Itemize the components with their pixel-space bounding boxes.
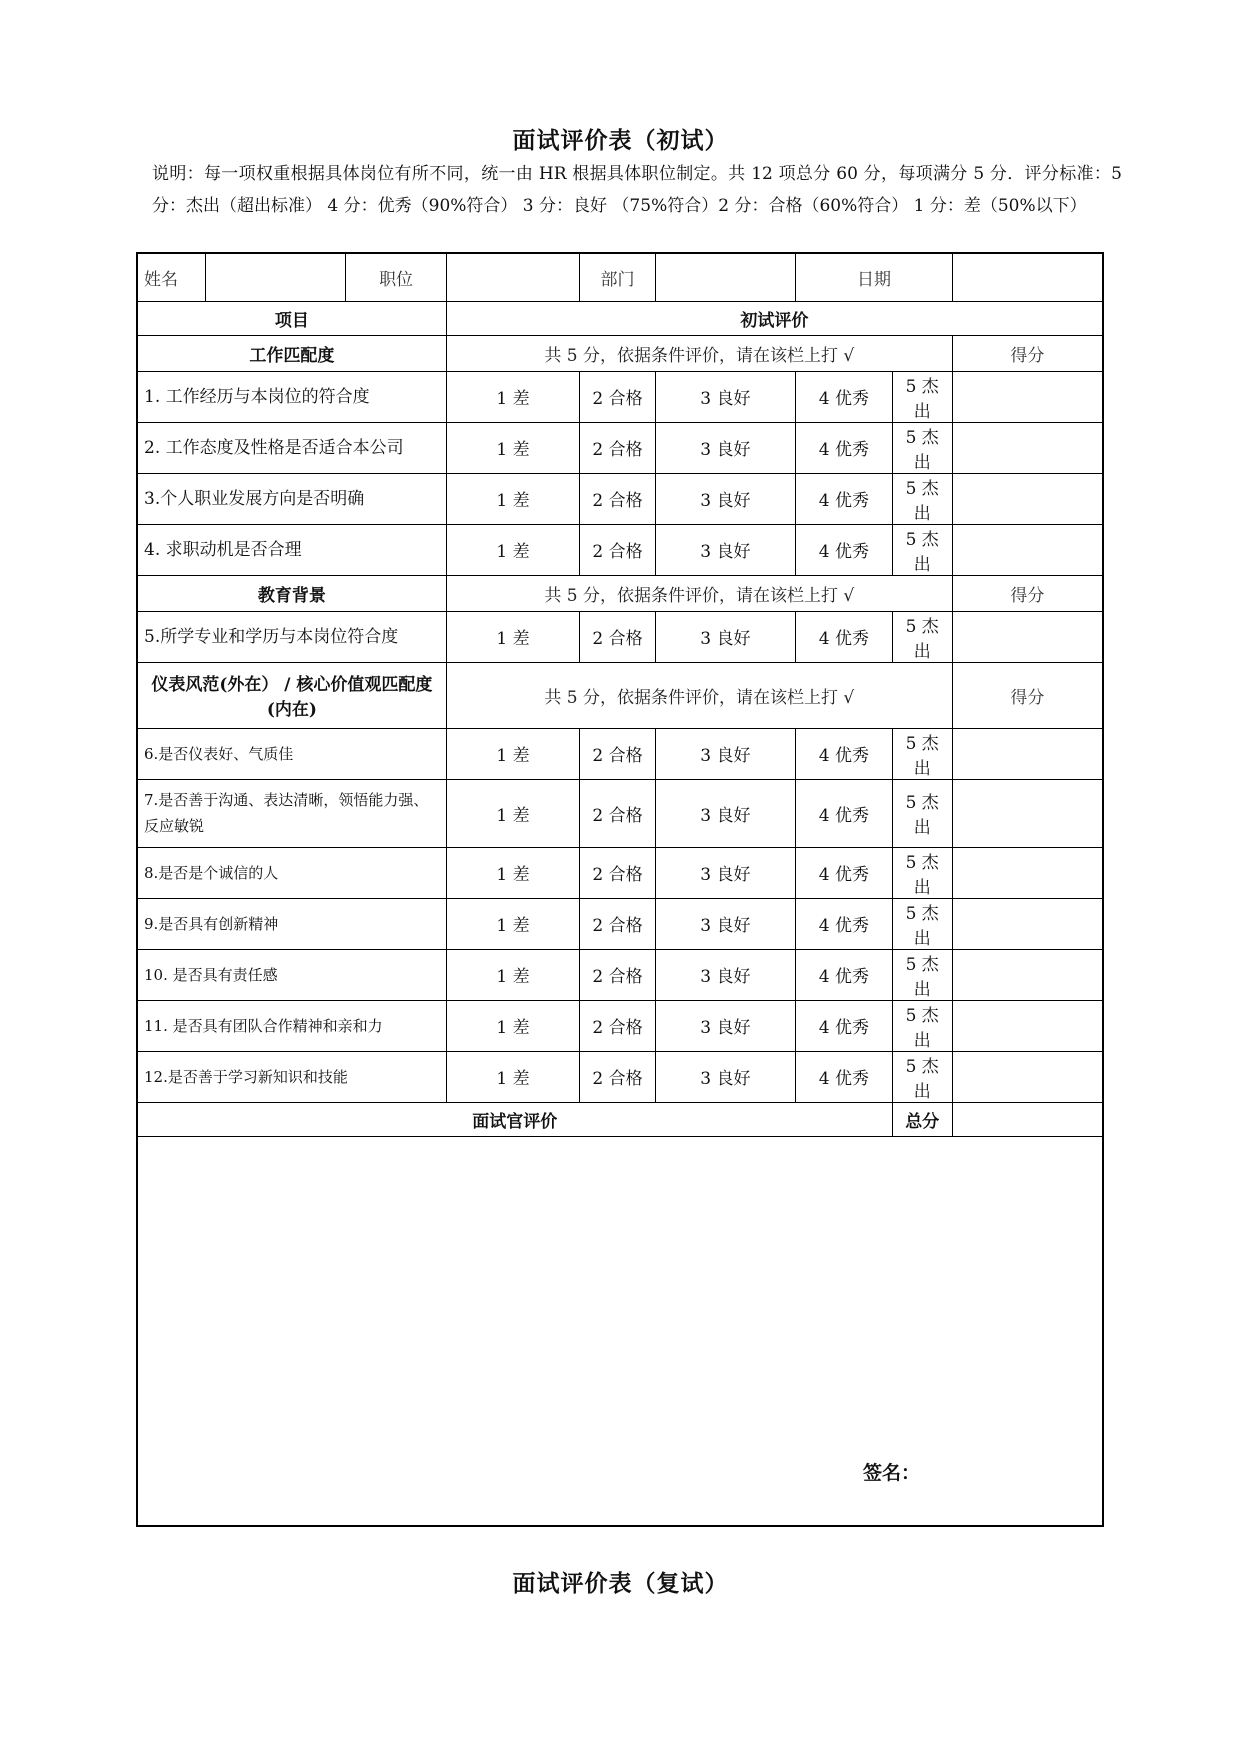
section-instruction: 共 5 分，依据条件评价，请在该栏上打 √ (446, 335, 952, 371)
rating-option-3[interactable]: 3 良好 (655, 611, 796, 662)
rating-option-1[interactable]: 1 差 (446, 898, 580, 949)
rating-option-4[interactable]: 4 优秀 (796, 422, 892, 473)
score-cell[interactable] (952, 949, 1103, 1000)
rating-option-1[interactable]: 1 差 (446, 1051, 580, 1102)
rating-option-5[interactable]: 5 杰出 (892, 1051, 952, 1102)
rating-option-5[interactable]: 5 杰出 (892, 422, 952, 473)
rating-option-4[interactable]: 4 优秀 (796, 847, 892, 898)
rating-option-2[interactable]: 2 合格 (580, 949, 655, 1000)
scoring-note: 说明：每一项权重根据具体岗位有所不同，统一由 HR 根据具体职位制定。共 12 项总分 60 分，每项满分 5 分．评分标准：5 分：杰出（超出标准） 4 分：优秀（90%符合） 3 分：良好 （75%符合）2 分：合格（60%符合） 1 分：差（50%以下） (152, 164, 1122, 216)
criterion-label: 12.是否善于学习新知识和技能 (137, 1051, 446, 1102)
rating-option-1[interactable]: 1 差 (446, 524, 580, 575)
rating-option-5[interactable]: 5 杰出 (892, 728, 952, 779)
rating-option-1[interactable]: 1 差 (446, 1000, 580, 1051)
rating-option-3[interactable]: 3 良好 (655, 898, 796, 949)
section-instruction: 共 5 分，依据条件评价，请在该栏上打 √ (446, 662, 952, 728)
rating-option-5[interactable]: 5 杰出 (892, 1000, 952, 1051)
rating-option-5[interactable]: 5 杰出 (892, 473, 952, 524)
rating-option-4[interactable]: 4 优秀 (796, 779, 892, 847)
section-title: 仪表风范(外在） / 核心价值观匹配度(内在) (137, 662, 446, 728)
score-cell[interactable] (952, 1051, 1103, 1102)
rating-option-1[interactable]: 1 差 (446, 422, 580, 473)
rating-option-3[interactable]: 3 良好 (655, 1051, 796, 1102)
criterion-row (137, 898, 1103, 949)
score-cell[interactable] (952, 611, 1103, 662)
evaluation-form-table (136, 252, 1104, 1527)
rating-option-2[interactable]: 2 合格 (580, 898, 655, 949)
criterion-row (137, 728, 1103, 779)
rating-option-3[interactable]: 3 良好 (655, 422, 796, 473)
score-cell[interactable] (952, 371, 1103, 422)
rating-option-2[interactable]: 2 合格 (580, 611, 655, 662)
rating-option-1[interactable]: 1 差 (446, 371, 580, 422)
rating-option-2[interactable]: 2 合格 (580, 473, 655, 524)
rating-option-4[interactable]: 4 优秀 (796, 524, 892, 575)
criterion-label: 5.所学专业和学历与本岗位符合度 (137, 611, 446, 662)
section-instruction: 共 5 分，依据条件评价，请在该栏上打 √ (446, 575, 952, 611)
rating-option-4[interactable]: 4 优秀 (796, 611, 892, 662)
date-label: 日期 (796, 253, 953, 301)
rating-option-3[interactable]: 3 良好 (655, 728, 796, 779)
criterion-label: 3.个人职业发展方向是否明确 (137, 473, 446, 524)
rating-option-4[interactable]: 4 优秀 (796, 371, 892, 422)
score-cell[interactable] (952, 728, 1103, 779)
criterion-label: 8.是否是个诚信的人 (137, 847, 446, 898)
section-title: 教育背景 (137, 575, 446, 611)
signature-label: 签名： (862, 1461, 920, 1484)
rating-option-2[interactable]: 2 合格 (580, 422, 655, 473)
criterion-row (137, 422, 1103, 473)
name-label: 姓名 (137, 253, 205, 301)
rating-option-2[interactable]: 2 合格 (580, 847, 655, 898)
criterion-label: 6.是否仪表好、气质佳 (137, 728, 446, 779)
rating-option-5[interactable]: 5 杰出 (892, 847, 952, 898)
rating-option-2[interactable]: 2 合格 (580, 524, 655, 575)
evaluation-column-header: 初试评价 (446, 301, 1103, 335)
score-cell[interactable] (952, 422, 1103, 473)
criterion-row (137, 1000, 1103, 1051)
criterion-label: 11. 是否具有团队合作精神和亲和力 (137, 1000, 446, 1051)
name-field[interactable] (205, 253, 346, 301)
rating-option-3[interactable]: 3 良好 (655, 779, 796, 847)
rating-option-5[interactable]: 5 杰出 (892, 524, 952, 575)
rating-option-1[interactable]: 1 差 (446, 728, 580, 779)
score-cell[interactable] (952, 847, 1103, 898)
score-header: 得分 (952, 575, 1103, 611)
criterion-row (137, 524, 1103, 575)
rating-option-2[interactable]: 2 合格 (580, 779, 655, 847)
score-cell[interactable] (952, 898, 1103, 949)
rating-option-4[interactable]: 4 优秀 (796, 728, 892, 779)
page-title-first-interview: 面试评价表（初试） (512, 127, 729, 154)
rating-option-3[interactable]: 3 良好 (655, 473, 796, 524)
rating-option-1[interactable]: 1 差 (446, 779, 580, 847)
item-column-header: 项目 (137, 301, 446, 335)
rating-option-5[interactable]: 5 杰出 (892, 371, 952, 422)
position-field[interactable] (446, 253, 580, 301)
rating-option-2[interactable]: 2 合格 (580, 728, 655, 779)
rating-option-3[interactable]: 3 良好 (655, 847, 796, 898)
rating-option-2[interactable]: 2 合格 (580, 1051, 655, 1102)
department-label: 部门 (580, 253, 655, 301)
rating-option-3[interactable]: 3 良好 (655, 524, 796, 575)
page-title-second-interview: 面试评价表（复试） (512, 1570, 729, 1597)
score-cell[interactable] (952, 524, 1103, 575)
criterion-label: 2. 工作态度及性格是否适合本公司 (137, 422, 446, 473)
rating-option-5[interactable]: 5 杰出 (892, 611, 952, 662)
criterion-label: 7.是否善于沟通、表达清晰，领悟能力强、反应敏锐 (137, 779, 446, 847)
criterion-label: 4. 求职动机是否合理 (137, 524, 446, 575)
total-score-cell[interactable] (952, 1102, 1103, 1136)
interviewer-eval-header: 面试官评价 (137, 1102, 892, 1136)
criterion-row (137, 1051, 1103, 1102)
rating-option-4[interactable]: 4 优秀 (796, 473, 892, 524)
rating-option-2[interactable]: 2 合格 (580, 371, 655, 422)
rating-option-4[interactable]: 4 优秀 (796, 1051, 892, 1102)
criterion-row (137, 371, 1103, 422)
position-label: 职位 (346, 253, 446, 301)
total-label: 总分 (892, 1102, 952, 1136)
rating-option-1[interactable]: 1 差 (446, 949, 580, 1000)
rating-option-1[interactable]: 1 差 (446, 611, 580, 662)
score-cell[interactable] (952, 1000, 1103, 1051)
department-field[interactable] (655, 253, 796, 301)
rating-option-4[interactable]: 4 优秀 (796, 949, 892, 1000)
criterion-label: 1. 工作经历与本岗位的符合度 (137, 371, 446, 422)
rating-option-3[interactable]: 3 良好 (655, 1000, 796, 1051)
score-cell[interactable] (952, 779, 1103, 847)
rating-option-5[interactable]: 5 杰出 (892, 779, 952, 847)
rating-option-2[interactable]: 2 合格 (580, 1000, 655, 1051)
rating-option-3[interactable]: 3 良好 (655, 371, 796, 422)
rating-option-4[interactable]: 4 优秀 (796, 1000, 892, 1051)
rating-option-5[interactable]: 5 杰出 (892, 949, 952, 1000)
score-cell[interactable] (952, 473, 1103, 524)
criterion-row (137, 847, 1103, 898)
rating-option-5[interactable]: 5 杰出 (892, 898, 952, 949)
criterion-label: 10. 是否具有责任感 (137, 949, 446, 1000)
rating-option-1[interactable]: 1 差 (446, 473, 580, 524)
criterion-row (137, 949, 1103, 1000)
score-header: 得分 (952, 662, 1103, 728)
criterion-row (137, 779, 1103, 847)
date-field[interactable] (952, 253, 1103, 301)
interviewer-comments-area[interactable] (137, 1136, 1103, 1526)
section-title: 工作匹配度 (137, 335, 446, 371)
score-header: 得分 (952, 335, 1103, 371)
rating-option-4[interactable]: 4 优秀 (796, 898, 892, 949)
rating-option-3[interactable]: 3 良好 (655, 949, 796, 1000)
criterion-label: 9.是否具有创新精神 (137, 898, 446, 949)
criterion-row (137, 473, 1103, 524)
rating-option-1[interactable]: 1 差 (446, 847, 580, 898)
criterion-row (137, 611, 1103, 662)
